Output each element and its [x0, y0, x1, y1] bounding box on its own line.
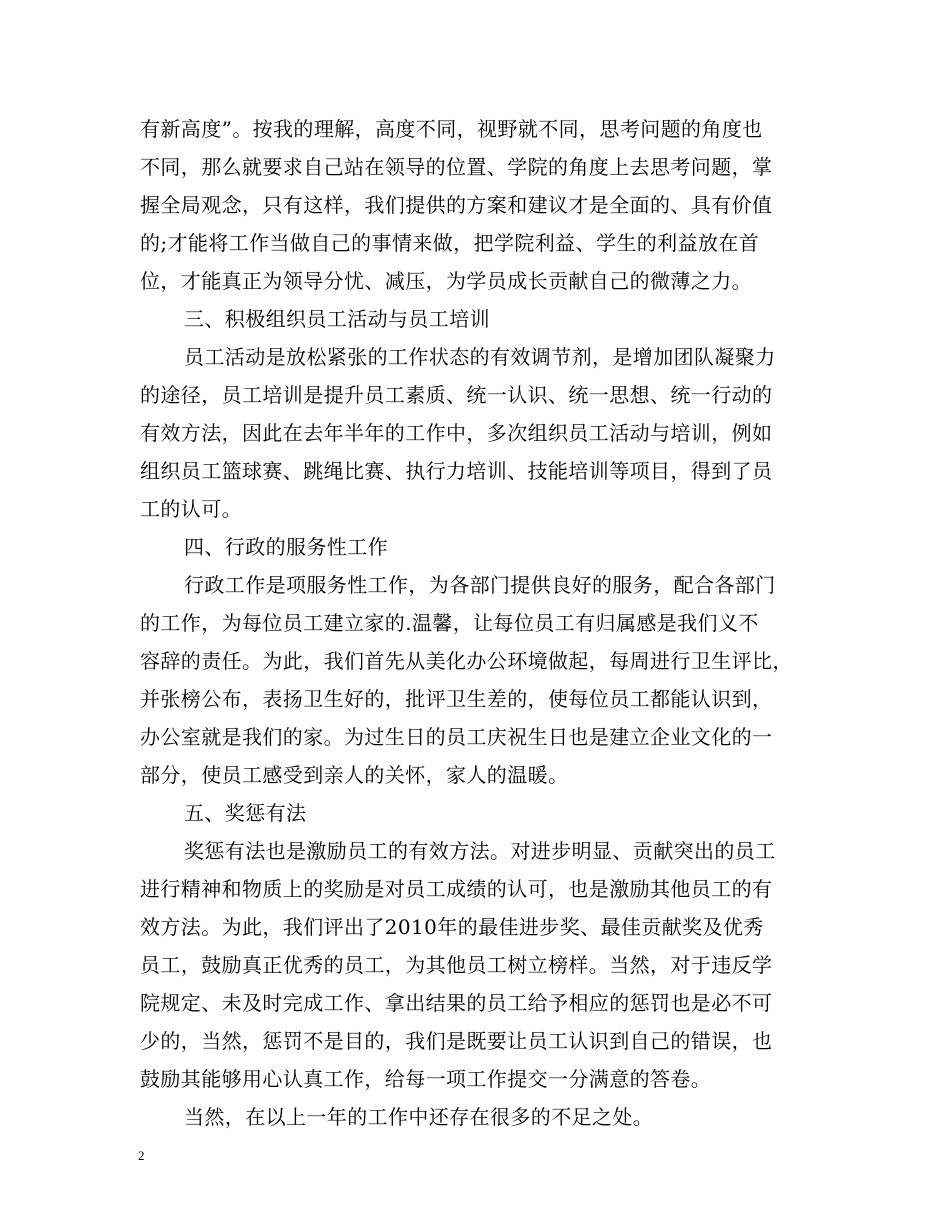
text-line: 员工，鼓励真正优秀的员工，为其他员工树立榜样。当然，对于违反学 [140, 953, 773, 977]
text-line: 有新高度”。按我的理解，高度不同，视野就不同，思考问题的角度也 [140, 117, 763, 141]
text-line: 组织员工篮球赛、跳绳比赛、执行力培训、技能培训等项目，得到了员 [140, 459, 773, 483]
text-line: 员工活动是放松紧张的工作状态的有效调节剂，是增加团队凝聚力 [184, 345, 776, 369]
text-line: 不同，那么就要求自己站在领导的位置、学院的角度上去思考问题，掌 [140, 155, 773, 179]
text-line: 并张榜公布，表扬卫生好的，批评卫生差的，使每位员工都能认识到， [140, 687, 773, 711]
text-line: 行政工作是项服务性工作，为各部门提供良好的服务，配合各部门 [184, 573, 776, 597]
text-line: 有效方法，因此在去年半年的工作中，多次组织员工活动与培训，例如 [140, 421, 773, 445]
text-line: 容辞的责任。为此，我们首先从美化办公环境做起，每周进行卫生评比， [140, 649, 793, 673]
text-line: 鼓励其能够用心认真工作，给每一项工作提交一分满意的答卷。 [140, 1067, 712, 1091]
text-line: 工的认可。 [140, 497, 242, 521]
text-line: 四、行政的服务性工作 [184, 535, 388, 559]
text-line: 少的，当然，惩罚不是目的，我们是既要让员工认识到自己的错误，也 [140, 1029, 773, 1053]
text-line: 的途径，员工培训是提升员工素质、统一认识、统一思想、统一行动的 [140, 383, 773, 407]
document-body [140, 110, 820, 1136]
text-line: 办公室就是我们的家。为过生日的员工庆祝生日也是建立企业文化的一 [140, 725, 773, 749]
text-line: 奖惩有法也是激励员工的有效方法。对进步明显、贡献突出的员工 [184, 839, 776, 863]
text-line: 效方法。为此，我们评出了2010年的最佳进步奖、最佳贡献奖及优秀 [140, 915, 764, 939]
text-line: 当然，在以上一年的工作中还存在很多的不足之处。 [184, 1105, 654, 1129]
text-line: 五、奖惩有法 [184, 801, 307, 825]
text-line: 的工作，为每位员工建立家的.温馨，让每位员工有归属感是我们义不 [140, 611, 759, 635]
text-line: 握全局观念，只有这样，我们提供的方案和建议才是全面的、具有价值 [140, 193, 773, 217]
text-line: 进行精神和物质上的奖励是对员工成绩的认可，也是激励其他员工的有 [140, 877, 773, 901]
text-line: 部分，使员工感受到亲人的关怀，家人的温暖。 [140, 763, 569, 787]
text-line: 的;才能将工作当做自己的事情来做，把学院利益、学生的利益放在首 [140, 231, 760, 255]
text-line: 院规定、未及时完成工作、拿出结果的员工给予相应的惩罚也是必不可 [140, 991, 773, 1015]
page-number: 2 [138, 1148, 145, 1163]
text-line: 三、积极组织员工活动与员工培训 [184, 307, 490, 331]
text-line: 位，才能真正为领导分忧、减压，为学员成长贡献自己的微薄之力。 [140, 269, 752, 293]
